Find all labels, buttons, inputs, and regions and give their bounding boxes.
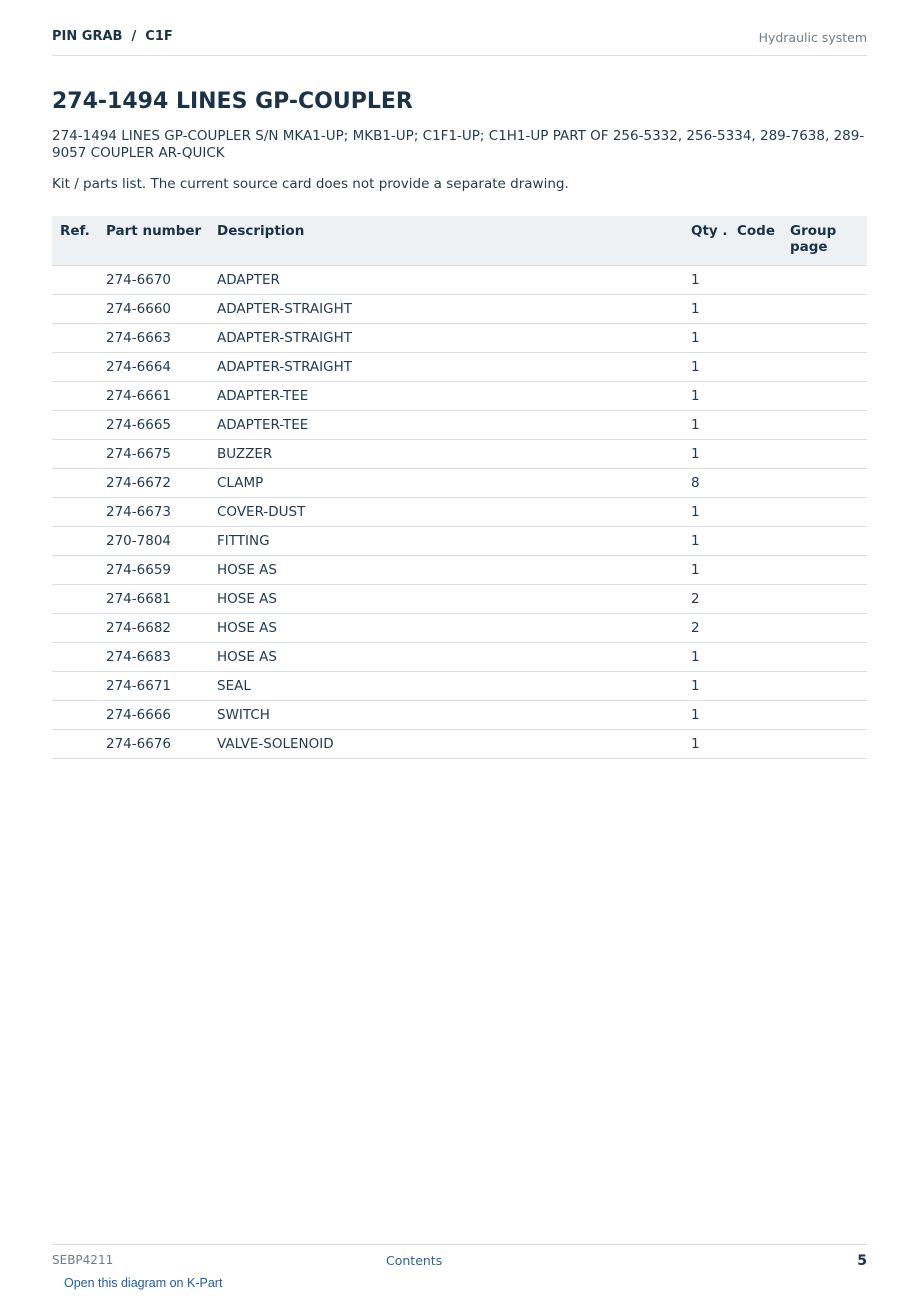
cell-qty: 1: [683, 730, 729, 759]
cell-part-number: 274-6673: [98, 498, 209, 527]
cell-ref: [52, 469, 98, 498]
cell-code: [729, 672, 782, 701]
cell-part-number: 274-6661: [98, 382, 209, 411]
cell-code: [729, 730, 782, 759]
table-row: [52, 266, 867, 295]
cell-qty: 1: [683, 353, 729, 382]
table-row: [52, 701, 867, 730]
cell-description: HOSE AS: [209, 585, 683, 614]
page-header: [52, 28, 867, 56]
table-row: [52, 498, 867, 527]
cell-ref: [52, 411, 98, 440]
column-header-code: Code: [729, 216, 782, 266]
cell-group-page: [782, 527, 867, 556]
table-row: [52, 672, 867, 701]
column-header-description: Description: [209, 216, 683, 266]
cell-ref: [52, 556, 98, 585]
cell-qty: 2: [683, 585, 729, 614]
cell-code: [729, 527, 782, 556]
cell-group-page: [782, 585, 867, 614]
cell-part-number: 274-6672: [98, 469, 209, 498]
cell-description: HOSE AS: [209, 614, 683, 643]
cell-ref: [52, 730, 98, 759]
cell-part-number: 274-6682: [98, 614, 209, 643]
cell-qty: 1: [683, 556, 729, 585]
cell-description: BUZZER: [209, 440, 683, 469]
column-header-qty: Qty .: [683, 216, 729, 266]
cell-code: [729, 295, 782, 324]
parts-table: [52, 216, 867, 759]
cell-description: ADAPTER: [209, 266, 683, 295]
breadcrumb: PIN GRAB / C1F: [52, 29, 173, 44]
cell-qty: 1: [683, 527, 729, 556]
cell-description: FITTING: [209, 527, 683, 556]
cell-part-number: 274-6665: [98, 411, 209, 440]
cell-code: [729, 440, 782, 469]
table-row: [52, 556, 867, 585]
cell-code: [729, 266, 782, 295]
cell-group-page: [782, 295, 867, 324]
table-row: [52, 643, 867, 672]
cell-description: SEAL: [209, 672, 683, 701]
cell-qty: 1: [683, 498, 729, 527]
cell-part-number: 274-6664: [98, 353, 209, 382]
cell-description: HOSE AS: [209, 556, 683, 585]
cell-ref: [52, 672, 98, 701]
cell-part-number: 274-6666: [98, 701, 209, 730]
column-header-part-number: Part number: [98, 216, 209, 266]
cell-group-page: [782, 701, 867, 730]
cell-description: ADAPTER-TEE: [209, 382, 683, 411]
cell-code: [729, 353, 782, 382]
parts-table-body: [52, 266, 867, 759]
table-row: [52, 469, 867, 498]
cell-part-number: 270-7804: [98, 527, 209, 556]
document-code: SEBP4211: [52, 1253, 114, 1267]
cell-part-number: 274-6659: [98, 556, 209, 585]
cell-code: [729, 411, 782, 440]
table-row: [52, 440, 867, 469]
cell-code: [729, 382, 782, 411]
cell-group-page: [782, 730, 867, 759]
table-row: [52, 353, 867, 382]
cell-part-number: 274-6675: [98, 440, 209, 469]
page-footer: [52, 1244, 867, 1275]
cell-qty: 1: [683, 266, 729, 295]
cell-part-number: 274-6671: [98, 672, 209, 701]
cell-qty: 1: [683, 440, 729, 469]
cell-qty: 1: [683, 324, 729, 353]
cell-group-page: [782, 498, 867, 527]
table-row: [52, 527, 867, 556]
cell-qty: 2: [683, 614, 729, 643]
cell-part-number: 274-6683: [98, 643, 209, 672]
cell-code: [729, 585, 782, 614]
cell-part-number: 274-6670: [98, 266, 209, 295]
cell-ref: [52, 701, 98, 730]
cell-code: [729, 614, 782, 643]
cell-ref: [52, 353, 98, 382]
cell-group-page: [782, 643, 867, 672]
cell-ref: [52, 614, 98, 643]
cell-code: [729, 701, 782, 730]
cell-ref: [52, 382, 98, 411]
cell-group-page: [782, 324, 867, 353]
table-row: [52, 382, 867, 411]
cell-code: [729, 556, 782, 585]
cell-ref: [52, 585, 98, 614]
cell-part-number: 274-6676: [98, 730, 209, 759]
cell-description: ADAPTER-STRAIGHT: [209, 324, 683, 353]
cell-part-number: 274-6663: [98, 324, 209, 353]
cell-group-page: [782, 411, 867, 440]
column-header-ref: Ref.: [52, 216, 98, 266]
open-kpart-link[interactable]: Open this diagram on K-Part: [64, 1276, 223, 1290]
table-header-row: [52, 216, 867, 266]
cell-description: CLAMP: [209, 469, 683, 498]
table-row: [52, 730, 867, 759]
cell-ref: [52, 440, 98, 469]
cell-code: [729, 469, 782, 498]
column-header-group-page: Group page: [782, 216, 867, 266]
cell-group-page: [782, 614, 867, 643]
cell-group-page: [782, 469, 867, 498]
cell-qty: 1: [683, 411, 729, 440]
cell-qty: 1: [683, 382, 729, 411]
cell-description: SWITCH: [209, 701, 683, 730]
cell-description: ADAPTER-STRAIGHT: [209, 295, 683, 324]
table-row: [52, 411, 867, 440]
cell-code: [729, 324, 782, 353]
cell-qty: 8: [683, 469, 729, 498]
page-title: 274-1494 LINES GP-COUPLER: [52, 89, 413, 114]
cell-code: [729, 498, 782, 527]
cell-description: ADAPTER-TEE: [209, 411, 683, 440]
table-row: [52, 614, 867, 643]
cell-ref: [52, 527, 98, 556]
cell-part-number: 274-6681: [98, 585, 209, 614]
page-number: 5: [857, 1253, 867, 1269]
drawing-note: Kit / parts list. The current source card does not provide a separate drawing.: [52, 176, 569, 192]
cell-group-page: [782, 672, 867, 701]
cell-description: VALVE-SOLENOID: [209, 730, 683, 759]
cell-description: HOSE AS: [209, 643, 683, 672]
table-row: [52, 324, 867, 353]
cell-group-page: [782, 440, 867, 469]
cell-ref: [52, 266, 98, 295]
cell-ref: [52, 498, 98, 527]
cell-description: ADAPTER-STRAIGHT: [209, 353, 683, 382]
contents-link[interactable]: Contents: [386, 1253, 443, 1268]
cell-ref: [52, 295, 98, 324]
cell-description: COVER-DUST: [209, 498, 683, 527]
cell-group-page: [782, 556, 867, 585]
cell-group-page: [782, 353, 867, 382]
cell-ref: [52, 643, 98, 672]
table-row: [52, 585, 867, 614]
section-name: Hydraulic system: [758, 30, 867, 45]
page-subtitle: 274-1494 LINES GP-COUPLER S/N MKA1-UP; MKB1-UP; C1F1-UP; C1H1-UP PART OF 256-5332, 256-5334, 289-7638, 289-9057 COUPLER AR-QUICK: [52, 128, 865, 161]
cell-part-number: 274-6660: [98, 295, 209, 324]
cell-qty: 1: [683, 295, 729, 324]
cell-code: [729, 643, 782, 672]
cell-qty: 1: [683, 672, 729, 701]
cell-qty: 1: [683, 643, 729, 672]
cell-group-page: [782, 382, 867, 411]
cell-ref: [52, 324, 98, 353]
table-row: [52, 295, 867, 324]
cell-qty: 1: [683, 701, 729, 730]
cell-group-page: [782, 266, 867, 295]
